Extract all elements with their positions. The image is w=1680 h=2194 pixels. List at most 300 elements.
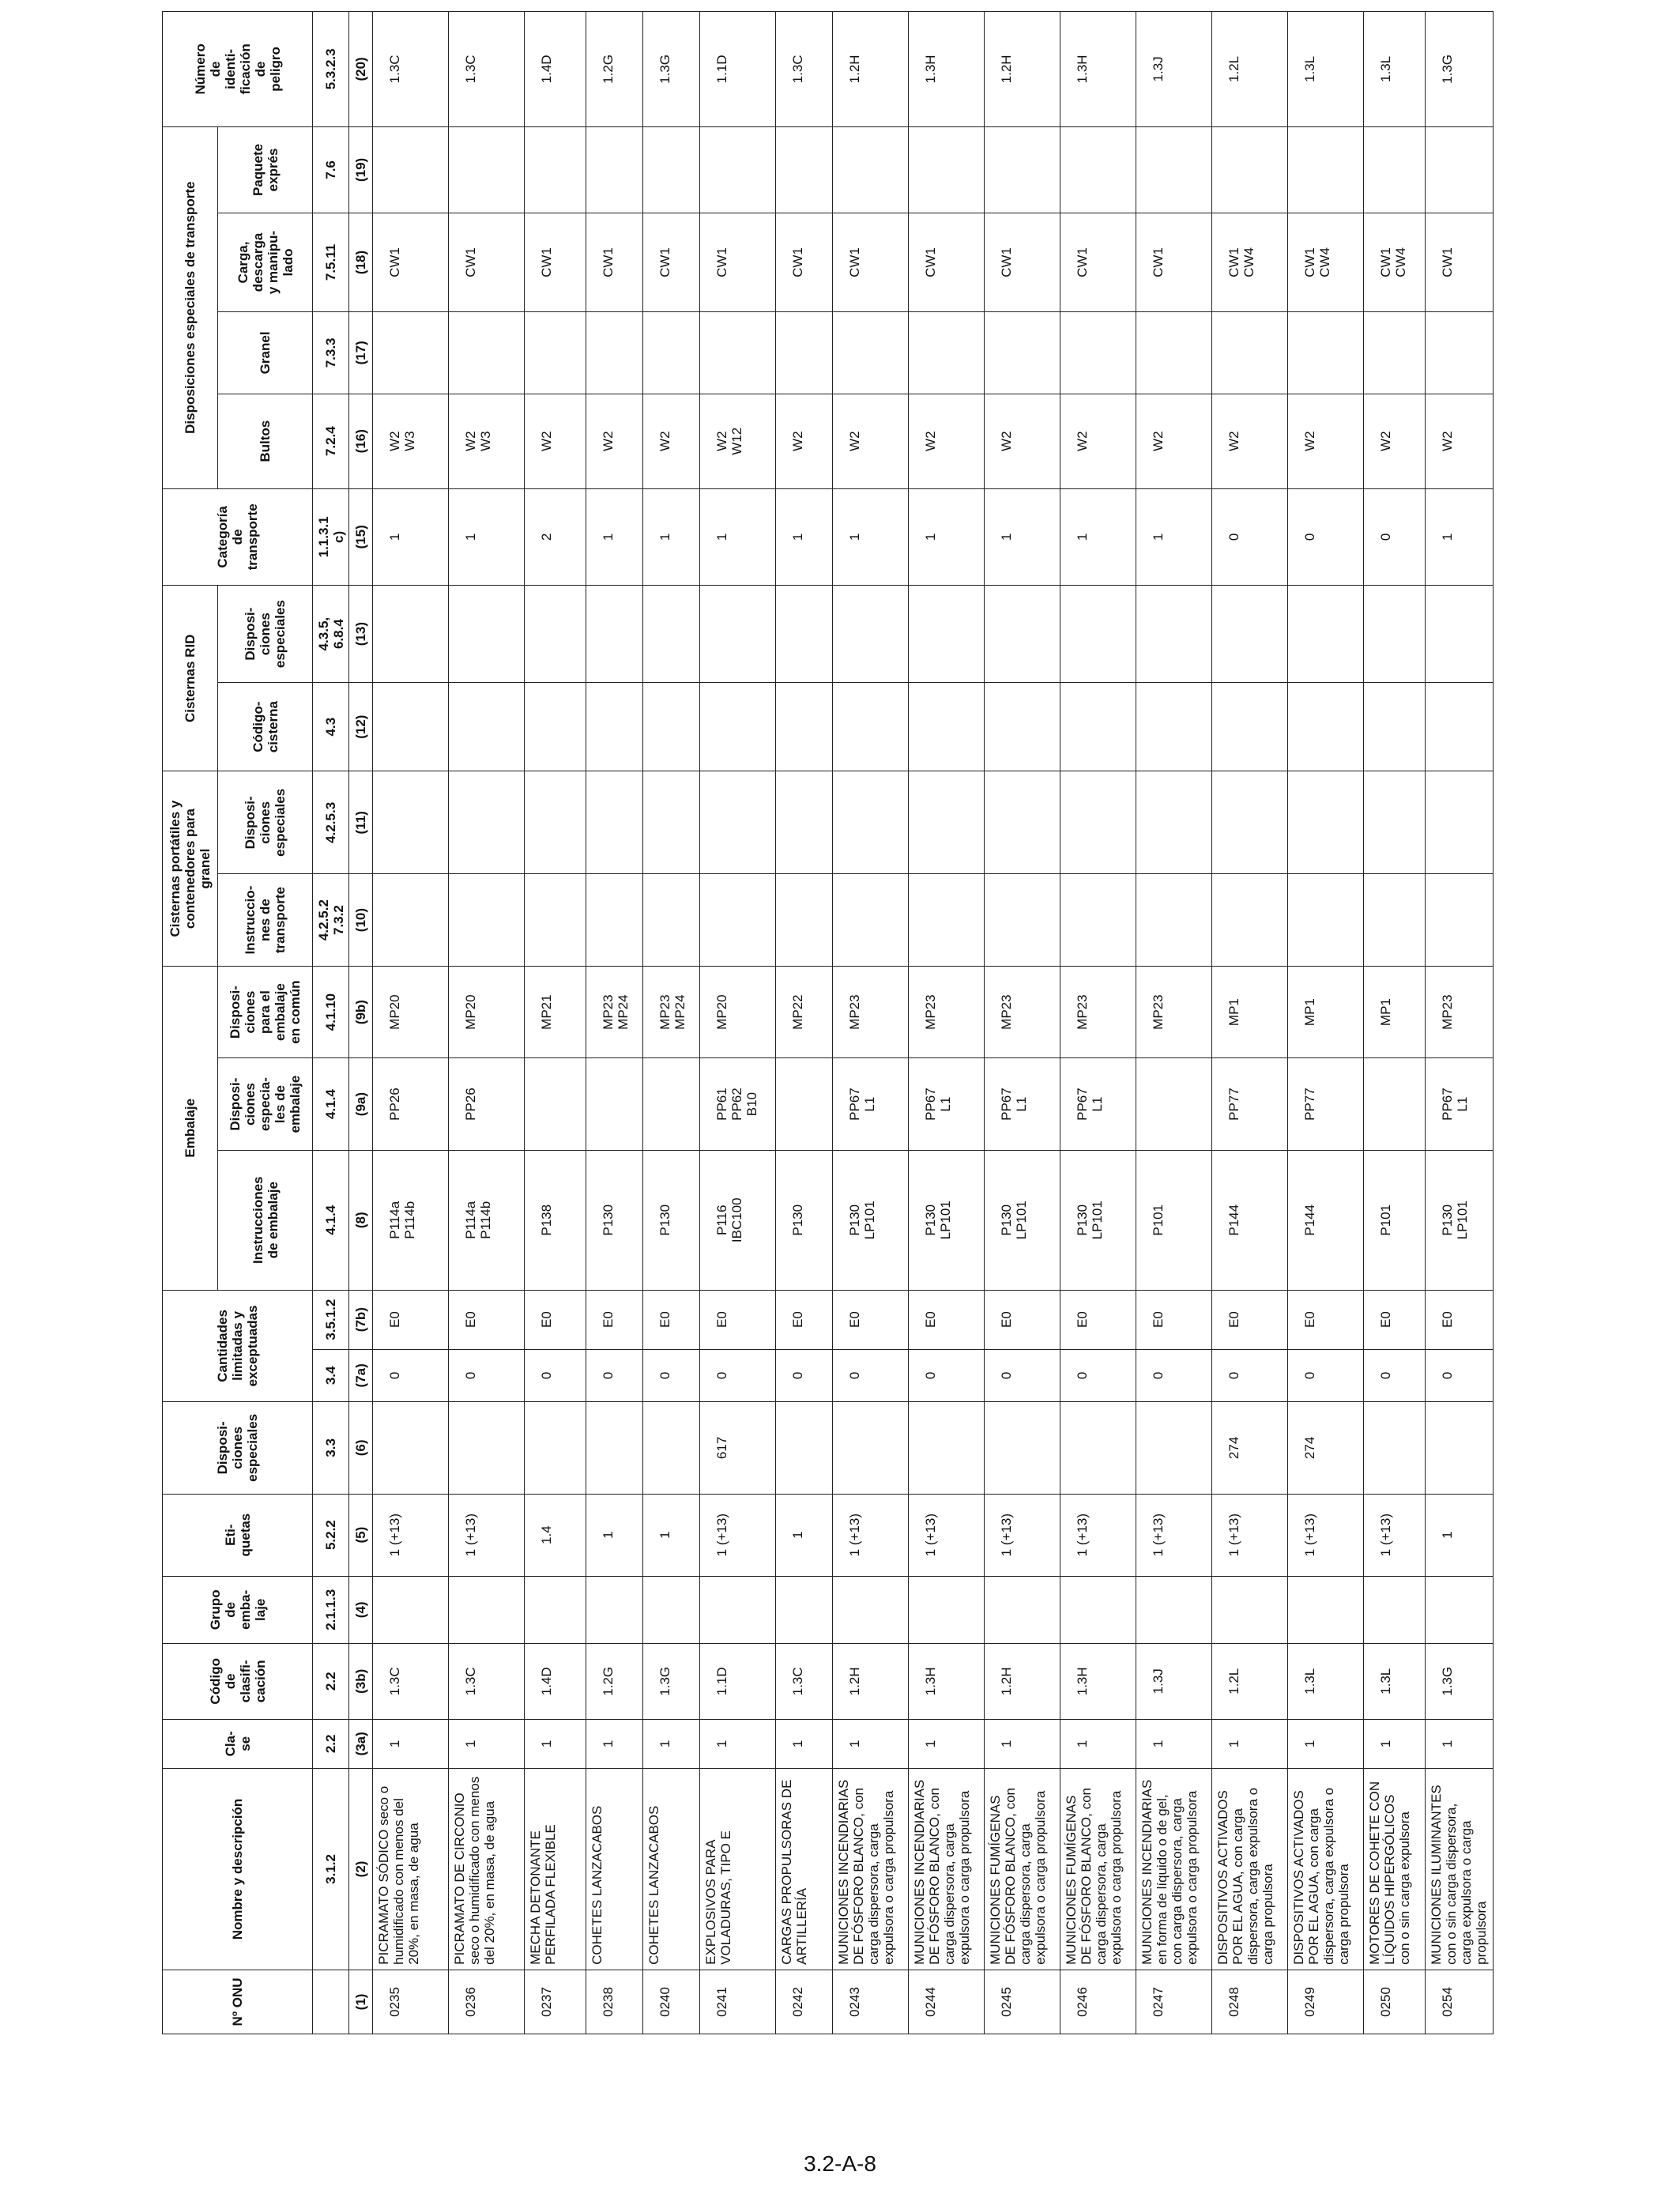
onu-cell: 0242 (776, 1970, 833, 2034)
grupo-cell (1212, 1576, 1288, 1643)
clase-cell: 1 (525, 1719, 586, 1768)
categoria-cell: 1 (1426, 488, 1494, 586)
reference-cell: 3.3 (313, 1402, 349, 1495)
categoria-cell: 1 (1060, 488, 1136, 586)
granel-cell (1364, 311, 1426, 394)
clase-cell: 1 (1426, 1719, 1494, 1768)
clase-cell: 1 (1212, 1719, 1288, 1768)
rid-disp-cell (1212, 586, 1288, 683)
codigo-cell: 1.1D (700, 1643, 776, 1719)
cp-disp-cell (373, 771, 449, 874)
paquete-expres-cell (833, 126, 909, 213)
cantidad-limitada-cell: 0 (525, 1349, 586, 1402)
reference-cell: 4.1.4 (313, 1058, 349, 1151)
grupo-cell (586, 1576, 643, 1643)
table-row (643, 12, 700, 2034)
cp-disp-cell (700, 771, 776, 874)
etiquetas-cell: 1.4 (525, 1494, 586, 1576)
onu-cell: 0240 (643, 1970, 700, 2034)
cantidad-exceptuada-cell: E0 (373, 1290, 449, 1349)
categoria-cell: 0 (1288, 488, 1364, 586)
onu-cell: 0236 (449, 1970, 525, 2034)
paquete-expres-cell (1288, 126, 1364, 213)
cantidad-exceptuada-cell: E0 (1060, 1290, 1136, 1349)
onu-cell: 0235 (373, 1970, 449, 2034)
categoria-cell: 1 (985, 488, 1060, 586)
header-categoria-transporte: Categoría de transporte (163, 488, 313, 586)
bultos-cell: W2 W3 (373, 394, 449, 488)
disp-embalaje-comun-cell: MP22 (776, 966, 833, 1058)
instrucciones-transporte-cell (1364, 874, 1426, 967)
categoria-cell: 0 (1212, 488, 1288, 586)
disp-esp-embalaje-cell (525, 1058, 586, 1151)
rid-disp-cell (1364, 586, 1426, 683)
column-number-cell: (20) (349, 12, 373, 127)
column-number-cell: (19) (349, 126, 373, 213)
reference-cell: 3.5.1.2 (313, 1290, 349, 1349)
cantidad-exceptuada-cell: E0 (1212, 1290, 1288, 1349)
instrucciones-transporte-cell (985, 874, 1060, 967)
categoria-cell: 1 (643, 488, 700, 586)
header-row-1 (163, 12, 218, 2034)
codigo-cell: 1.3J (1136, 1643, 1212, 1719)
instrucciones-embalaje-cell: P144 (1288, 1150, 1364, 1290)
paquete-expres-cell (776, 126, 833, 213)
bultos-cell: W2 (909, 394, 985, 488)
granel-cell (1136, 311, 1212, 394)
carga-cell: CW1 (586, 213, 643, 312)
instrucciones-transporte-cell (909, 874, 985, 967)
column-number-cell: (1) (349, 1970, 373, 2034)
table-row (525, 12, 586, 2034)
granel-cell (586, 311, 643, 394)
disp-embalaje-comun-cell: MP23 (985, 966, 1060, 1058)
onu-cell: 0248 (1212, 1970, 1288, 2034)
categoria-cell: 1 (586, 488, 643, 586)
name-cell: COHETES LANZACABOS (643, 1769, 700, 1970)
codigo-cisterna-cell (1364, 683, 1426, 771)
cantidad-exceptuada-cell: E0 (449, 1290, 525, 1349)
table-row (1212, 12, 1288, 2034)
disposiciones-cell (833, 1402, 909, 1495)
paquete-expres-cell (1136, 126, 1212, 213)
paquete-expres-cell (1212, 126, 1288, 213)
cantidad-exceptuada-cell: E0 (643, 1290, 700, 1349)
bultos-cell: W2 (1288, 394, 1364, 488)
reference-cell: 4.1.4 (313, 1150, 349, 1290)
header-granel: Granel (218, 311, 313, 394)
reference-cell: 7.2.4 (313, 394, 349, 488)
name-cell: MUNICIONES ILUMINANTES con o sin carga dispersora, carga expulsora o carga propulsora (1426, 1769, 1494, 1970)
granel-cell (985, 311, 1060, 394)
header-name: Nombre y descripción (163, 1769, 313, 1970)
clase-cell: 1 (700, 1719, 776, 1768)
rid-disp-cell (700, 586, 776, 683)
paquete-expres-cell (1364, 126, 1426, 213)
column-number-cell: (12) (349, 683, 373, 771)
column-number-cell: (13) (349, 586, 373, 683)
grupo-cell (1364, 1576, 1426, 1643)
grupo-cell (525, 1576, 586, 1643)
header-instrucciones-embalaje: Instrucciones de embalaje (218, 1150, 313, 1290)
rid-disp-cell (525, 586, 586, 683)
clase-cell: 1 (449, 1719, 525, 1768)
etiquetas-cell: 1 (586, 1494, 643, 1576)
column-number-cell: (15) (349, 488, 373, 586)
rid-disp-cell (1288, 586, 1364, 683)
disp-embalaje-comun-cell: MP20 (373, 966, 449, 1058)
instrucciones-transporte-cell (1136, 874, 1212, 967)
header-numero-peligro: Número de identi- ficación de peligro (163, 12, 313, 127)
bultos-cell: W2 (1060, 394, 1136, 488)
granel-cell (1212, 311, 1288, 394)
reference-cell: 4.2.5.3 (313, 771, 349, 874)
reference-cell: 3.1.2 (313, 1769, 349, 1970)
bultos-cell: W2 (525, 394, 586, 488)
granel-cell (700, 311, 776, 394)
header-disp-embalaje-comun: Disposi- ciones para el embalaje en común (218, 966, 313, 1058)
cp-disp-cell (1212, 771, 1288, 874)
header-bultos: Bultos (218, 394, 313, 488)
numero-peligro-cell: 1.2H (985, 12, 1060, 127)
reference-cell: 4.3.5, 6.8.4 (313, 586, 349, 683)
cp-disp-cell (449, 771, 525, 874)
column-number-cell: (9a) (349, 1058, 373, 1151)
rid-disp-cell (1136, 586, 1212, 683)
cantidad-exceptuada-cell: E0 (909, 1290, 985, 1349)
rid-disp-cell (1060, 586, 1136, 683)
rotated-table-sheet (162, 11, 1490, 2034)
onu-cell: 0249 (1288, 1970, 1364, 2034)
disp-embalaje-comun-cell: MP23 (833, 966, 909, 1058)
clase-cell: 1 (985, 1719, 1060, 1768)
codigo-cell: 1.3C (449, 1643, 525, 1719)
header-disposiciones-especiales: Disposi- ciones especiales (163, 1402, 313, 1495)
header-cantidades: Cantidades limitadas y exceptuadas (163, 1290, 313, 1401)
cantidad-limitada-cell: 0 (373, 1349, 449, 1402)
rid-disp-cell (449, 586, 525, 683)
column-number-cell: (6) (349, 1402, 373, 1495)
bultos-cell: W2 (643, 394, 700, 488)
granel-cell (1060, 311, 1136, 394)
numero-peligro-cell: 1.3C (373, 12, 449, 127)
disp-embalaje-comun-cell: MP1 (1288, 966, 1364, 1058)
clase-cell: 1 (586, 1719, 643, 1768)
numero-peligro-cell: 1.2G (586, 12, 643, 127)
carga-cell: CW1 (373, 213, 449, 312)
rid-disp-cell (909, 586, 985, 683)
header-carga: Carga, descarga y manipu- lado (218, 213, 313, 312)
carga-cell: CW1 (985, 213, 1060, 312)
instrucciones-embalaje-cell: P101 (1136, 1150, 1212, 1290)
reference-cell: 2.2 (313, 1719, 349, 1768)
granel-cell (776, 311, 833, 394)
bultos-cell: W2 (985, 394, 1060, 488)
name-cell: CARGAS PROPULSORAS DE ARTILLERÍA (776, 1769, 833, 1970)
table-row (1060, 12, 1136, 2034)
bultos-cell: W2 W3 (449, 394, 525, 488)
instrucciones-transporte-cell (643, 874, 700, 967)
codigo-cisterna-cell (1426, 683, 1494, 771)
column-number-cell: (3b) (349, 1643, 373, 1719)
instrucciones-embalaje-cell: P114a P114b (373, 1150, 449, 1290)
granel-cell (373, 311, 449, 394)
categoria-cell: 1 (1136, 488, 1212, 586)
codigo-cell: 1.2L (1212, 1643, 1288, 1719)
rid-disp-cell (586, 586, 643, 683)
header-grupo-embalaje: Grupo de emba- laje (163, 1576, 313, 1643)
categoria-cell: 1 (373, 488, 449, 586)
table-row (1364, 12, 1426, 2034)
numero-peligro-cell: 1.3H (1060, 12, 1136, 127)
rid-disp-cell (776, 586, 833, 683)
reference-cell: 7.3.3 (313, 311, 349, 394)
onu-cell: 0244 (909, 1970, 985, 2034)
name-cell: MUNICIONES INCENDIARIAS en forma de líquido o de gel, con carga dispersora, carga expulsora o carga propulsora (1136, 1769, 1212, 1970)
reference-cell: 2.1.1.3 (313, 1576, 349, 1643)
carga-cell: CW1 (1136, 213, 1212, 312)
instrucciones-transporte-cell (586, 874, 643, 967)
disp-esp-embalaje-cell (643, 1058, 700, 1151)
instrucciones-transporte-cell (1212, 874, 1288, 967)
codigo-cisterna-cell (1288, 683, 1364, 771)
cantidad-exceptuada-cell: E0 (985, 1290, 1060, 1349)
disposiciones-cell: 274 (1288, 1402, 1364, 1495)
table-row (909, 12, 985, 2034)
disp-esp-embalaje-cell (1364, 1058, 1426, 1151)
paquete-expres-cell (700, 126, 776, 213)
grupo-cell (1136, 1576, 1212, 1643)
bultos-cell: W2 W12 (700, 394, 776, 488)
etiquetas-cell: 1 (+13) (1136, 1494, 1212, 1576)
numero-peligro-cell: 1.3L (1288, 12, 1364, 127)
instrucciones-embalaje-cell: P130 LP101 (833, 1150, 909, 1290)
etiquetas-cell: 1 (+13) (373, 1494, 449, 1576)
disp-embalaje-comun-cell: MP23 (1136, 966, 1212, 1058)
codigo-cell: 1.3H (1060, 1643, 1136, 1719)
disp-embalaje-comun-cell: MP23 (909, 966, 985, 1058)
codigo-cell: 1.3L (1364, 1643, 1426, 1719)
numero-peligro-cell: 1.3C (449, 12, 525, 127)
name-cell: PICRAMATO SÓDICO seco o humidificado con menos del 20%, en masa, de agua (373, 1769, 449, 1970)
clase-cell: 1 (1288, 1719, 1364, 1768)
paquete-expres-cell (586, 126, 643, 213)
disp-embalaje-comun-cell: MP23 (1426, 966, 1494, 1058)
onu-cell: 0247 (1136, 1970, 1212, 2034)
table-row (449, 12, 525, 2034)
header-onu: Nº ONU (163, 1970, 313, 2034)
column-number-cell: (3a) (349, 1719, 373, 1768)
bultos-cell: W2 (1212, 394, 1288, 488)
instrucciones-transporte-cell (1060, 874, 1136, 967)
codigo-cisterna-cell (700, 683, 776, 771)
carga-cell: CW1 (1426, 213, 1494, 312)
reference-cell: 3.4 (313, 1349, 349, 1402)
bultos-cell: W2 (833, 394, 909, 488)
grupo-cell (700, 1576, 776, 1643)
etiquetas-cell: 1 (+13) (1060, 1494, 1136, 1576)
instrucciones-embalaje-cell: P130 (643, 1150, 700, 1290)
disposiciones-cell (449, 1402, 525, 1495)
cantidad-limitada-cell: 0 (1364, 1349, 1426, 1402)
cp-disp-cell (985, 771, 1060, 874)
instrucciones-embalaje-cell: P138 (525, 1150, 586, 1290)
dangerous-goods-table (162, 11, 1494, 2034)
paquete-expres-cell (985, 126, 1060, 213)
carga-cell: CW1 (643, 213, 700, 312)
cantidad-exceptuada-cell: E0 (1364, 1290, 1426, 1349)
header-instrucciones-transporte: Instruccio- nes de transporte (218, 874, 313, 967)
column-number-cell: (8) (349, 1150, 373, 1290)
codigo-cisterna-cell (586, 683, 643, 771)
categoria-cell: 2 (525, 488, 586, 586)
disp-esp-embalaje-cell: PP67 L1 (1426, 1058, 1494, 1151)
codigo-cell: 1.3C (776, 1643, 833, 1719)
grupo-cell (985, 1576, 1060, 1643)
onu-cell: 0241 (700, 1970, 776, 2034)
clase-cell: 1 (373, 1719, 449, 1768)
clase-cell: 1 (1136, 1719, 1212, 1768)
cp-disp-cell (643, 771, 700, 874)
numero-peligro-cell: 1.3J (1136, 12, 1212, 127)
carga-cell: CW1 (525, 213, 586, 312)
instrucciones-embalaje-cell: P130 LP101 (1426, 1150, 1494, 1290)
codigo-cell: 1.2G (586, 1643, 643, 1719)
codigo-cell: 1.3G (1426, 1643, 1494, 1719)
granel-cell (525, 311, 586, 394)
cantidad-exceptuada-cell: E0 (776, 1290, 833, 1349)
instrucciones-embalaje-cell: P130 (776, 1150, 833, 1290)
onu-cell: 0254 (1426, 1970, 1494, 2034)
grupo-cell (1426, 1576, 1494, 1643)
disposiciones-cell (586, 1402, 643, 1495)
name-cell: COHETES LANZACABOS (586, 1769, 643, 1970)
column-number-cell: (9b) (349, 966, 373, 1058)
table-row (985, 12, 1060, 2034)
header-embalaje: Embalaje (163, 966, 218, 1290)
codigo-cisterna-cell (449, 683, 525, 771)
name-cell: MUNICIONES INCENDIARIAS DE FÓSFORO BLANCO, con carga dispersora, carga expulsora o carga propulsora (909, 1769, 985, 1970)
instrucciones-embalaje-cell: P130 LP101 (985, 1150, 1060, 1290)
etiquetas-cell: 1 (+13) (833, 1494, 909, 1576)
disp-embalaje-comun-cell: MP20 (700, 966, 776, 1058)
codigo-cisterna-cell (1212, 683, 1288, 771)
grupo-cell (833, 1576, 909, 1643)
instrucciones-embalaje-cell: P130 LP101 (909, 1150, 985, 1290)
header-codigo-cisterna: Código- cisterna (218, 683, 313, 771)
codigo-cell: 1.2H (985, 1643, 1060, 1719)
codigo-cisterna-cell (1060, 683, 1136, 771)
header-clase: Cla- se (163, 1719, 313, 1768)
column-number-cell: (7a) (349, 1349, 373, 1402)
instrucciones-transporte-cell (1288, 874, 1364, 967)
column-number-cell: (10) (349, 874, 373, 967)
grupo-cell (1060, 1576, 1136, 1643)
reference-cell: 4.2.5.2 7.3.2 (313, 874, 349, 967)
paquete-expres-cell (1426, 126, 1494, 213)
instrucciones-embalaje-cell: P144 (1212, 1150, 1288, 1290)
header-rid-disp-especiales: Disposi- ciones especiales (218, 586, 313, 683)
carga-cell: CW1 (776, 213, 833, 312)
clase-cell: 1 (909, 1719, 985, 1768)
instrucciones-transporte-cell (373, 874, 449, 967)
instrucciones-transporte-cell (449, 874, 525, 967)
bultos-cell: W2 (1426, 394, 1494, 488)
header-paquete-expres: Paquete exprés (218, 126, 313, 213)
column-number-cell: (7b) (349, 1290, 373, 1349)
onu-cell: 0245 (985, 1970, 1060, 2034)
table-row (1426, 12, 1494, 2034)
disp-esp-embalaje-cell (776, 1058, 833, 1151)
etiquetas-cell: 1 (+13) (909, 1494, 985, 1576)
table-row (373, 12, 449, 2034)
codigo-cell: 1.3C (373, 1643, 449, 1719)
codigo-cell: 1.2H (833, 1643, 909, 1719)
disposiciones-cell (1136, 1402, 1212, 1495)
cp-disp-cell (833, 771, 909, 874)
etiquetas-cell: 1 (+13) (1212, 1494, 1288, 1576)
disposiciones-cell (985, 1402, 1060, 1495)
reference-cell (313, 1970, 349, 2034)
cantidad-exceptuada-cell: E0 (700, 1290, 776, 1349)
clase-cell: 1 (833, 1719, 909, 1768)
cp-disp-cell (909, 771, 985, 874)
cantidad-exceptuada-cell: E0 (1426, 1290, 1494, 1349)
reference-cell: 2.2 (313, 1643, 349, 1719)
column-number-row (349, 12, 373, 2034)
paquete-expres-cell (373, 126, 449, 213)
numero-peligro-cell: 1.4D (525, 12, 586, 127)
instrucciones-embalaje-cell: P114a P114b (449, 1150, 525, 1290)
cantidad-limitada-cell: 0 (833, 1349, 909, 1402)
etiquetas-cell: 1 (776, 1494, 833, 1576)
header-cp-disp-especiales: Disposi- ciones especiales (218, 771, 313, 874)
etiquetas-cell: 1 (+13) (985, 1494, 1060, 1576)
name-cell: MOTORES DE COHETE CON LÍQUIDOS HIPERGÓLICOS con o sin carga expulsora (1364, 1769, 1426, 1970)
carga-cell: CW1 CW4 (1364, 213, 1426, 312)
granel-cell (1426, 311, 1494, 394)
cantidad-limitada-cell: 0 (1212, 1349, 1288, 1402)
cp-disp-cell (1136, 771, 1212, 874)
paquete-expres-cell (449, 126, 525, 213)
paquete-expres-cell (1060, 126, 1136, 213)
column-number-cell: (17) (349, 311, 373, 394)
disp-esp-embalaje-cell: PP67 L1 (833, 1058, 909, 1151)
grupo-cell (643, 1576, 700, 1643)
grupo-cell (449, 1576, 525, 1643)
cantidad-limitada-cell: 0 (776, 1349, 833, 1402)
instrucciones-transporte-cell (700, 874, 776, 967)
onu-cell: 0243 (833, 1970, 909, 2034)
cantidad-limitada-cell: 0 (909, 1349, 985, 1402)
numero-peligro-cell: 1.3G (1426, 12, 1494, 127)
onu-cell: 0250 (1364, 1970, 1426, 2034)
name-cell: DISPOSITIVOS ACTIVADOS POR EL AGUA, con carga dispersora, carga expulsora o carga propulsora (1288, 1769, 1364, 1970)
disp-esp-embalaje-cell: PP26 (373, 1058, 449, 1151)
disp-esp-embalaje-cell (586, 1058, 643, 1151)
header-cisternas-portatiles: Cisternas portátiles y contenedores para granel (163, 771, 218, 967)
etiquetas-cell: 1 (643, 1494, 700, 1576)
clase-cell: 1 (776, 1719, 833, 1768)
disp-esp-embalaje-cell: PP67 L1 (985, 1058, 1060, 1151)
categoria-cell: 0 (1364, 488, 1426, 586)
granel-cell (833, 311, 909, 394)
carga-cell: CW1 (909, 213, 985, 312)
header-cisternas-rid: Cisternas RID (163, 586, 218, 771)
codigo-cell: 1.3L (1288, 1643, 1364, 1719)
disp-embalaje-comun-cell: MP21 (525, 966, 586, 1058)
instrucciones-embalaje-cell: P116 IBC100 (700, 1150, 776, 1290)
